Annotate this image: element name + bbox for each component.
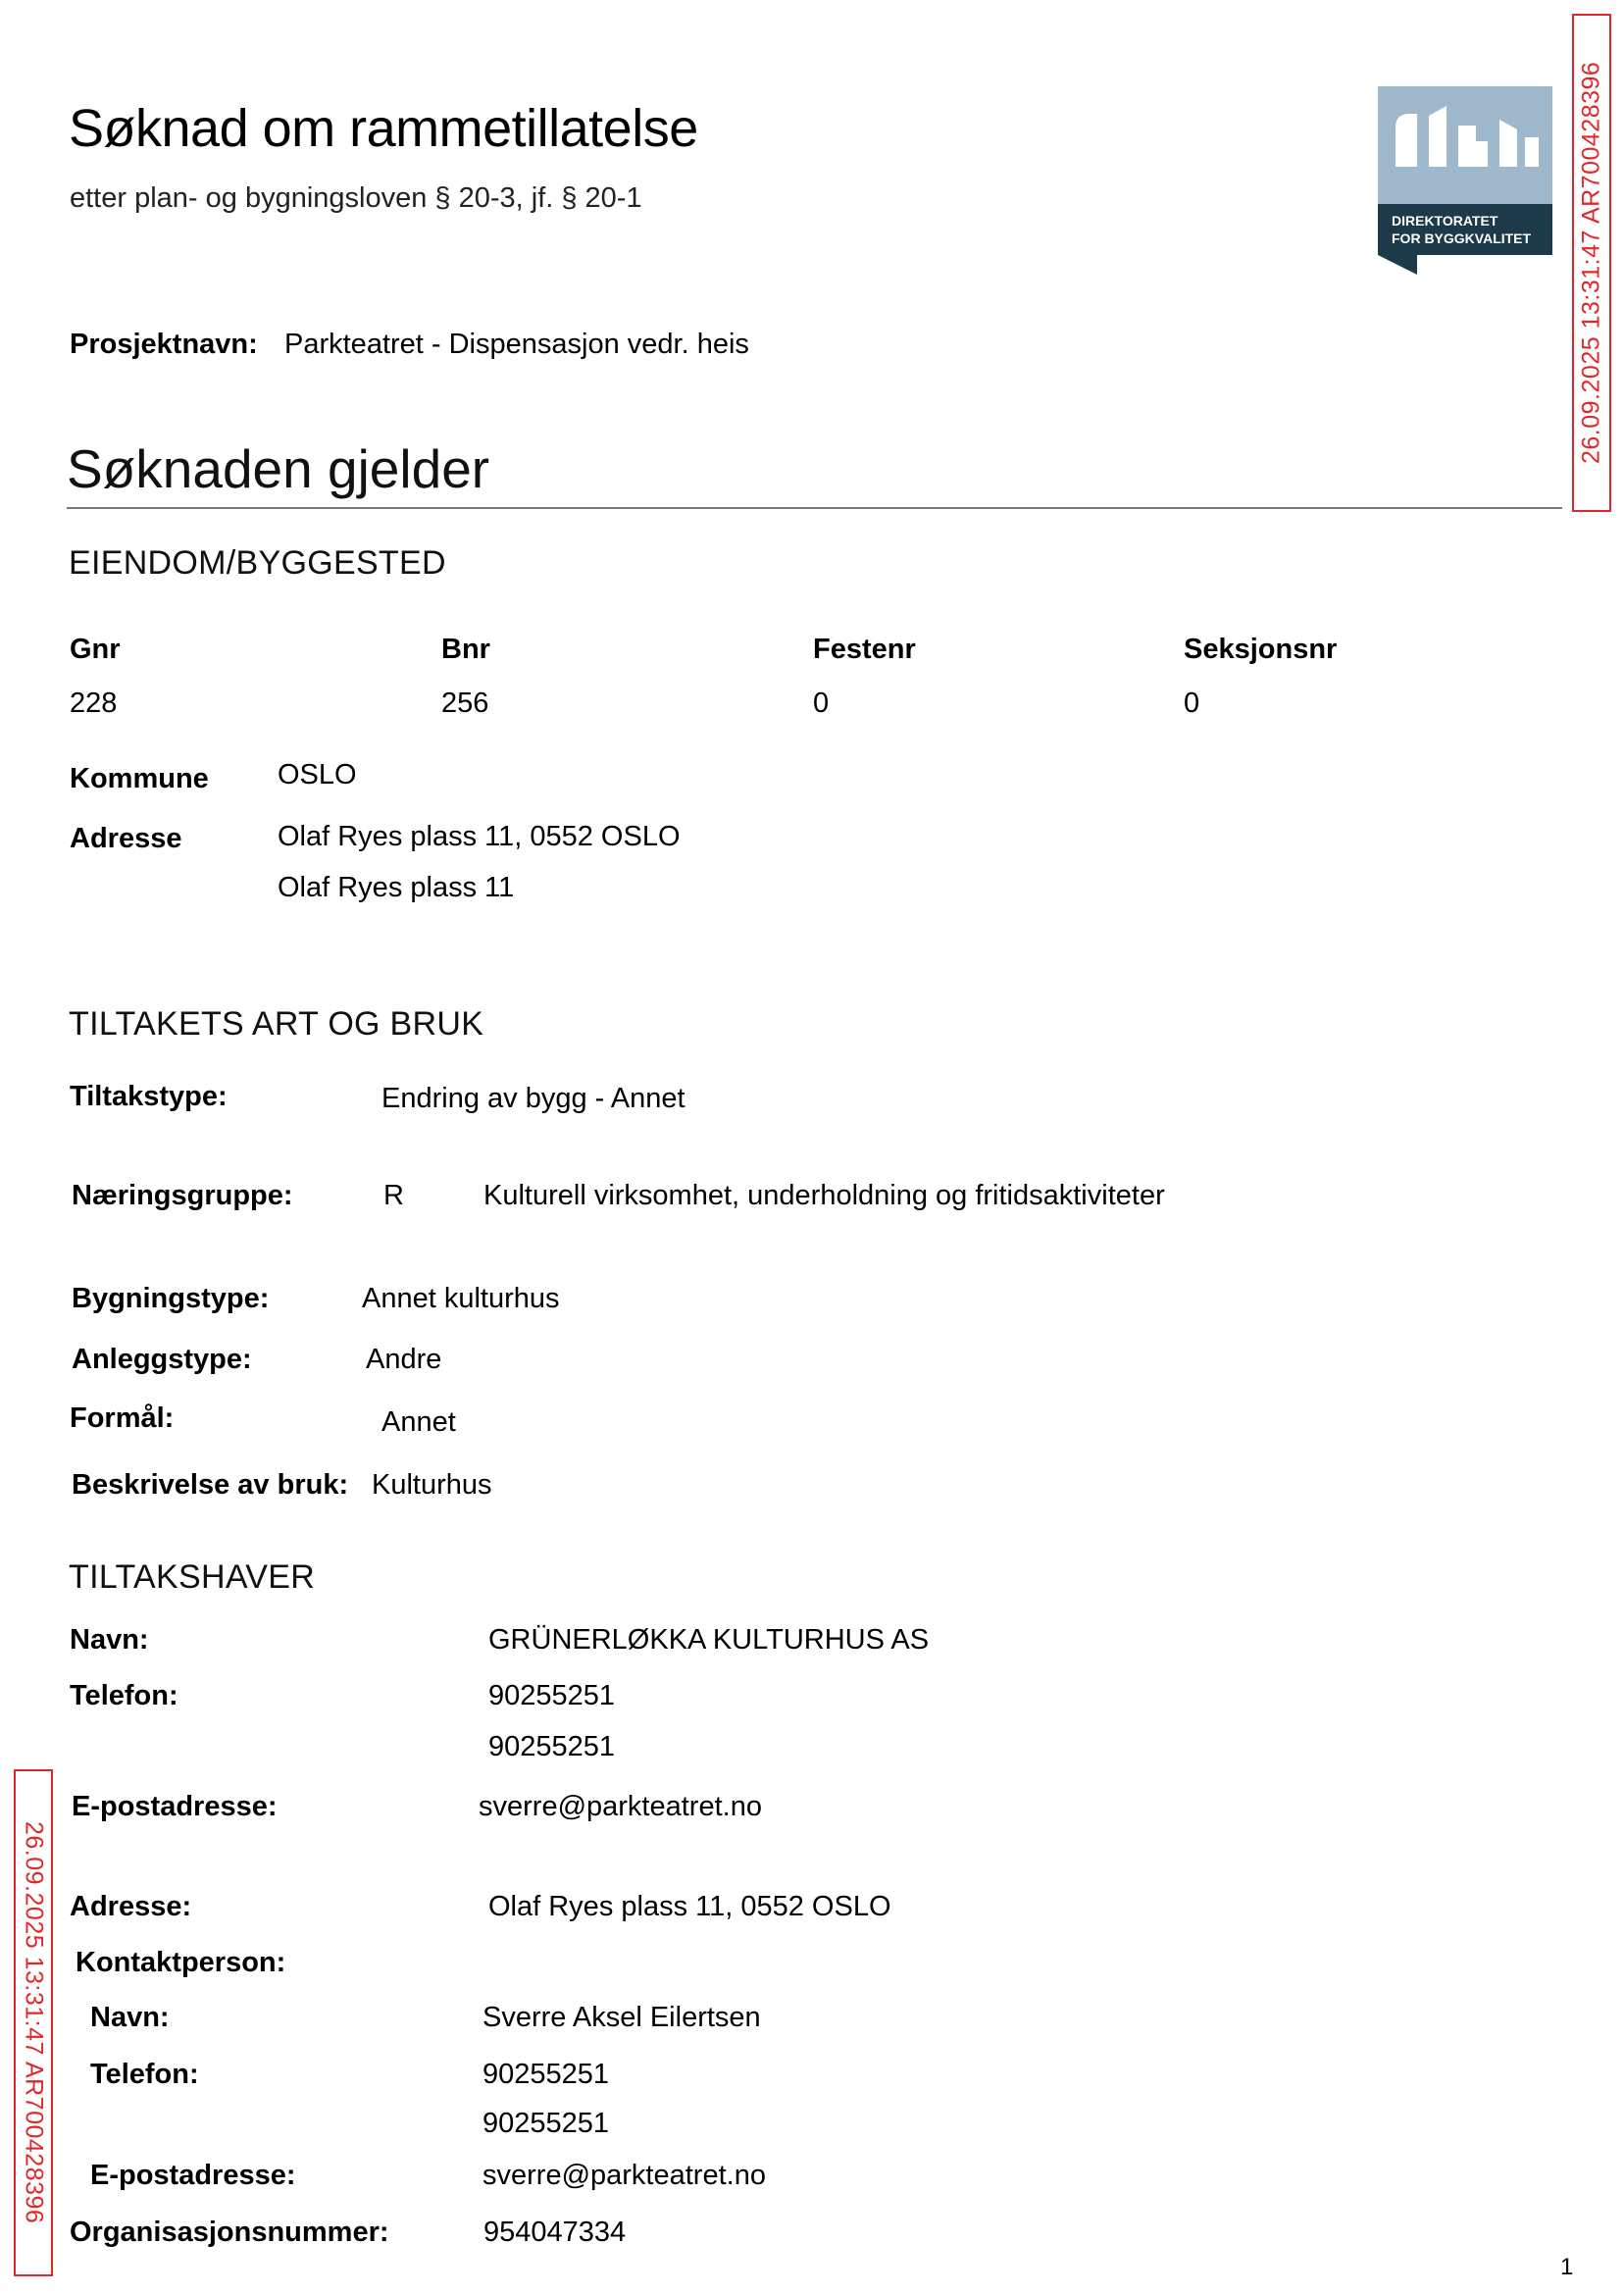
gnr-value: 228 bbox=[70, 688, 118, 719]
kommune-value: OSLO bbox=[278, 759, 357, 790]
kontakt-epost-label: E-postadresse: bbox=[90, 2160, 296, 2191]
bnr-label: Bnr bbox=[441, 634, 490, 665]
eiendom-heading: EIENDOM/BYGGESTED bbox=[69, 544, 446, 582]
tiltakshaver-adresse-label: Adresse: bbox=[70, 1891, 192, 1922]
project-name-label: Prosjektnavn: bbox=[70, 329, 258, 360]
naeringsgruppe-label: Næringsgruppe: bbox=[72, 1180, 293, 1211]
adresse-line1: Olaf Ryes plass 11, 0552 OSLO bbox=[278, 821, 681, 852]
tiltakshaver-navn-label: Navn: bbox=[70, 1624, 149, 1656]
anleggstype-label: Anleggstype: bbox=[72, 1344, 252, 1375]
seksjonsnr-value: 0 bbox=[1184, 688, 1200, 719]
tiltakshaver-telefon-label: Telefon: bbox=[70, 1680, 178, 1711]
kontakt-epost-value: sverre@parkteatret.no bbox=[482, 2160, 766, 2191]
tiltak-heading: TILTAKETS ART OG BRUK bbox=[69, 1005, 484, 1043]
section-heading: Søknaden gjelder bbox=[67, 438, 490, 499]
adresse-label: Adresse bbox=[70, 823, 182, 854]
beskrivelse-label: Beskrivelse av bruk: bbox=[72, 1469, 349, 1501]
tiltakshaver-epost-value: sverre@parkteatret.no bbox=[479, 1791, 762, 1822]
section-divider bbox=[67, 507, 1562, 509]
tiltakshaver-epost-label: E-postadresse: bbox=[72, 1791, 278, 1822]
logo-line1: DIREKTORATET bbox=[1392, 213, 1498, 229]
tiltakshaver-heading: TILTAKSHAVER bbox=[69, 1558, 316, 1596]
kontakt-navn-label: Navn: bbox=[90, 2002, 170, 2033]
kontakt-telefon-value2: 90255251 bbox=[482, 2108, 610, 2139]
formal-value: Annet bbox=[381, 1406, 456, 1438]
kontakt-telefon-label: Telefon: bbox=[90, 2059, 199, 2090]
tiltakshaver-telefon-value1: 90255251 bbox=[488, 1680, 616, 1711]
page-number: 1 bbox=[1560, 2254, 1574, 2280]
organisasjonsnummer-label: Organisasjonsnummer: bbox=[70, 2217, 389, 2248]
timestamp-stamp-top bbox=[1572, 14, 1611, 512]
timestamp-stamp-bottom bbox=[14, 1769, 53, 2276]
document-subtitle: etter plan- og bygningsloven § 20-3, jf. § 20-1 bbox=[70, 182, 642, 214]
bygningstype-value: Annet kulturhus bbox=[362, 1283, 560, 1314]
document-title: Søknad om rammetillatelse bbox=[69, 99, 698, 158]
adresse-line2: Olaf Ryes plass 11 bbox=[278, 872, 515, 903]
tiltakshaver-telefon-value2: 90255251 bbox=[488, 1731, 616, 1762]
timestamp-stamp-text: 26.09.2025 13:31:47 AR700428396 bbox=[20, 1821, 48, 2224]
anleggstype-value: Andre bbox=[366, 1344, 442, 1375]
logo-line2: FOR BYGGKVALITET bbox=[1392, 230, 1532, 246]
kommune-label: Kommune bbox=[70, 763, 209, 794]
naeringsgruppe-value: Kulturell virksomhet, underholdning og fritidsaktiviteter bbox=[483, 1180, 1165, 1211]
tiltakstype-value: Endring av bygg - Annet bbox=[381, 1083, 685, 1114]
kontakt-telefon-value1: 90255251 bbox=[482, 2059, 610, 2090]
gnr-label: Gnr bbox=[70, 634, 121, 665]
beskrivelse-value: Kulturhus bbox=[372, 1469, 492, 1501]
formal-label: Formål: bbox=[70, 1402, 175, 1434]
project-name-value: Parkteatret - Dispensasjon vedr. heis bbox=[284, 329, 749, 360]
dibk-logo-icon bbox=[1378, 86, 1552, 275]
festenr-value: 0 bbox=[813, 688, 830, 719]
kontakt-navn-value: Sverre Aksel Eilertsen bbox=[482, 2002, 761, 2033]
tiltakstype-label: Tiltakstype: bbox=[70, 1081, 228, 1112]
bygningstype-label: Bygningstype: bbox=[72, 1283, 270, 1314]
festenr-label: Festenr bbox=[813, 634, 916, 665]
bnr-value: 256 bbox=[441, 688, 489, 719]
timestamp-stamp-text: 26.09.2025 13:31:47 AR700428396 bbox=[1577, 61, 1605, 465]
naeringsgruppe-code: R bbox=[383, 1180, 404, 1211]
kontaktperson-label: Kontaktperson: bbox=[76, 1947, 286, 1978]
tiltakshaver-navn-value: GRÜNERLØKKA KULTURHUS AS bbox=[488, 1624, 930, 1656]
organisasjonsnummer-value: 954047334 bbox=[483, 2217, 627, 2248]
dibk-logo bbox=[1378, 86, 1552, 275]
tiltakshaver-adresse-value: Olaf Ryes plass 11, 0552 OSLO bbox=[488, 1891, 891, 1922]
seksjonsnr-label: Seksjonsnr bbox=[1184, 634, 1338, 665]
